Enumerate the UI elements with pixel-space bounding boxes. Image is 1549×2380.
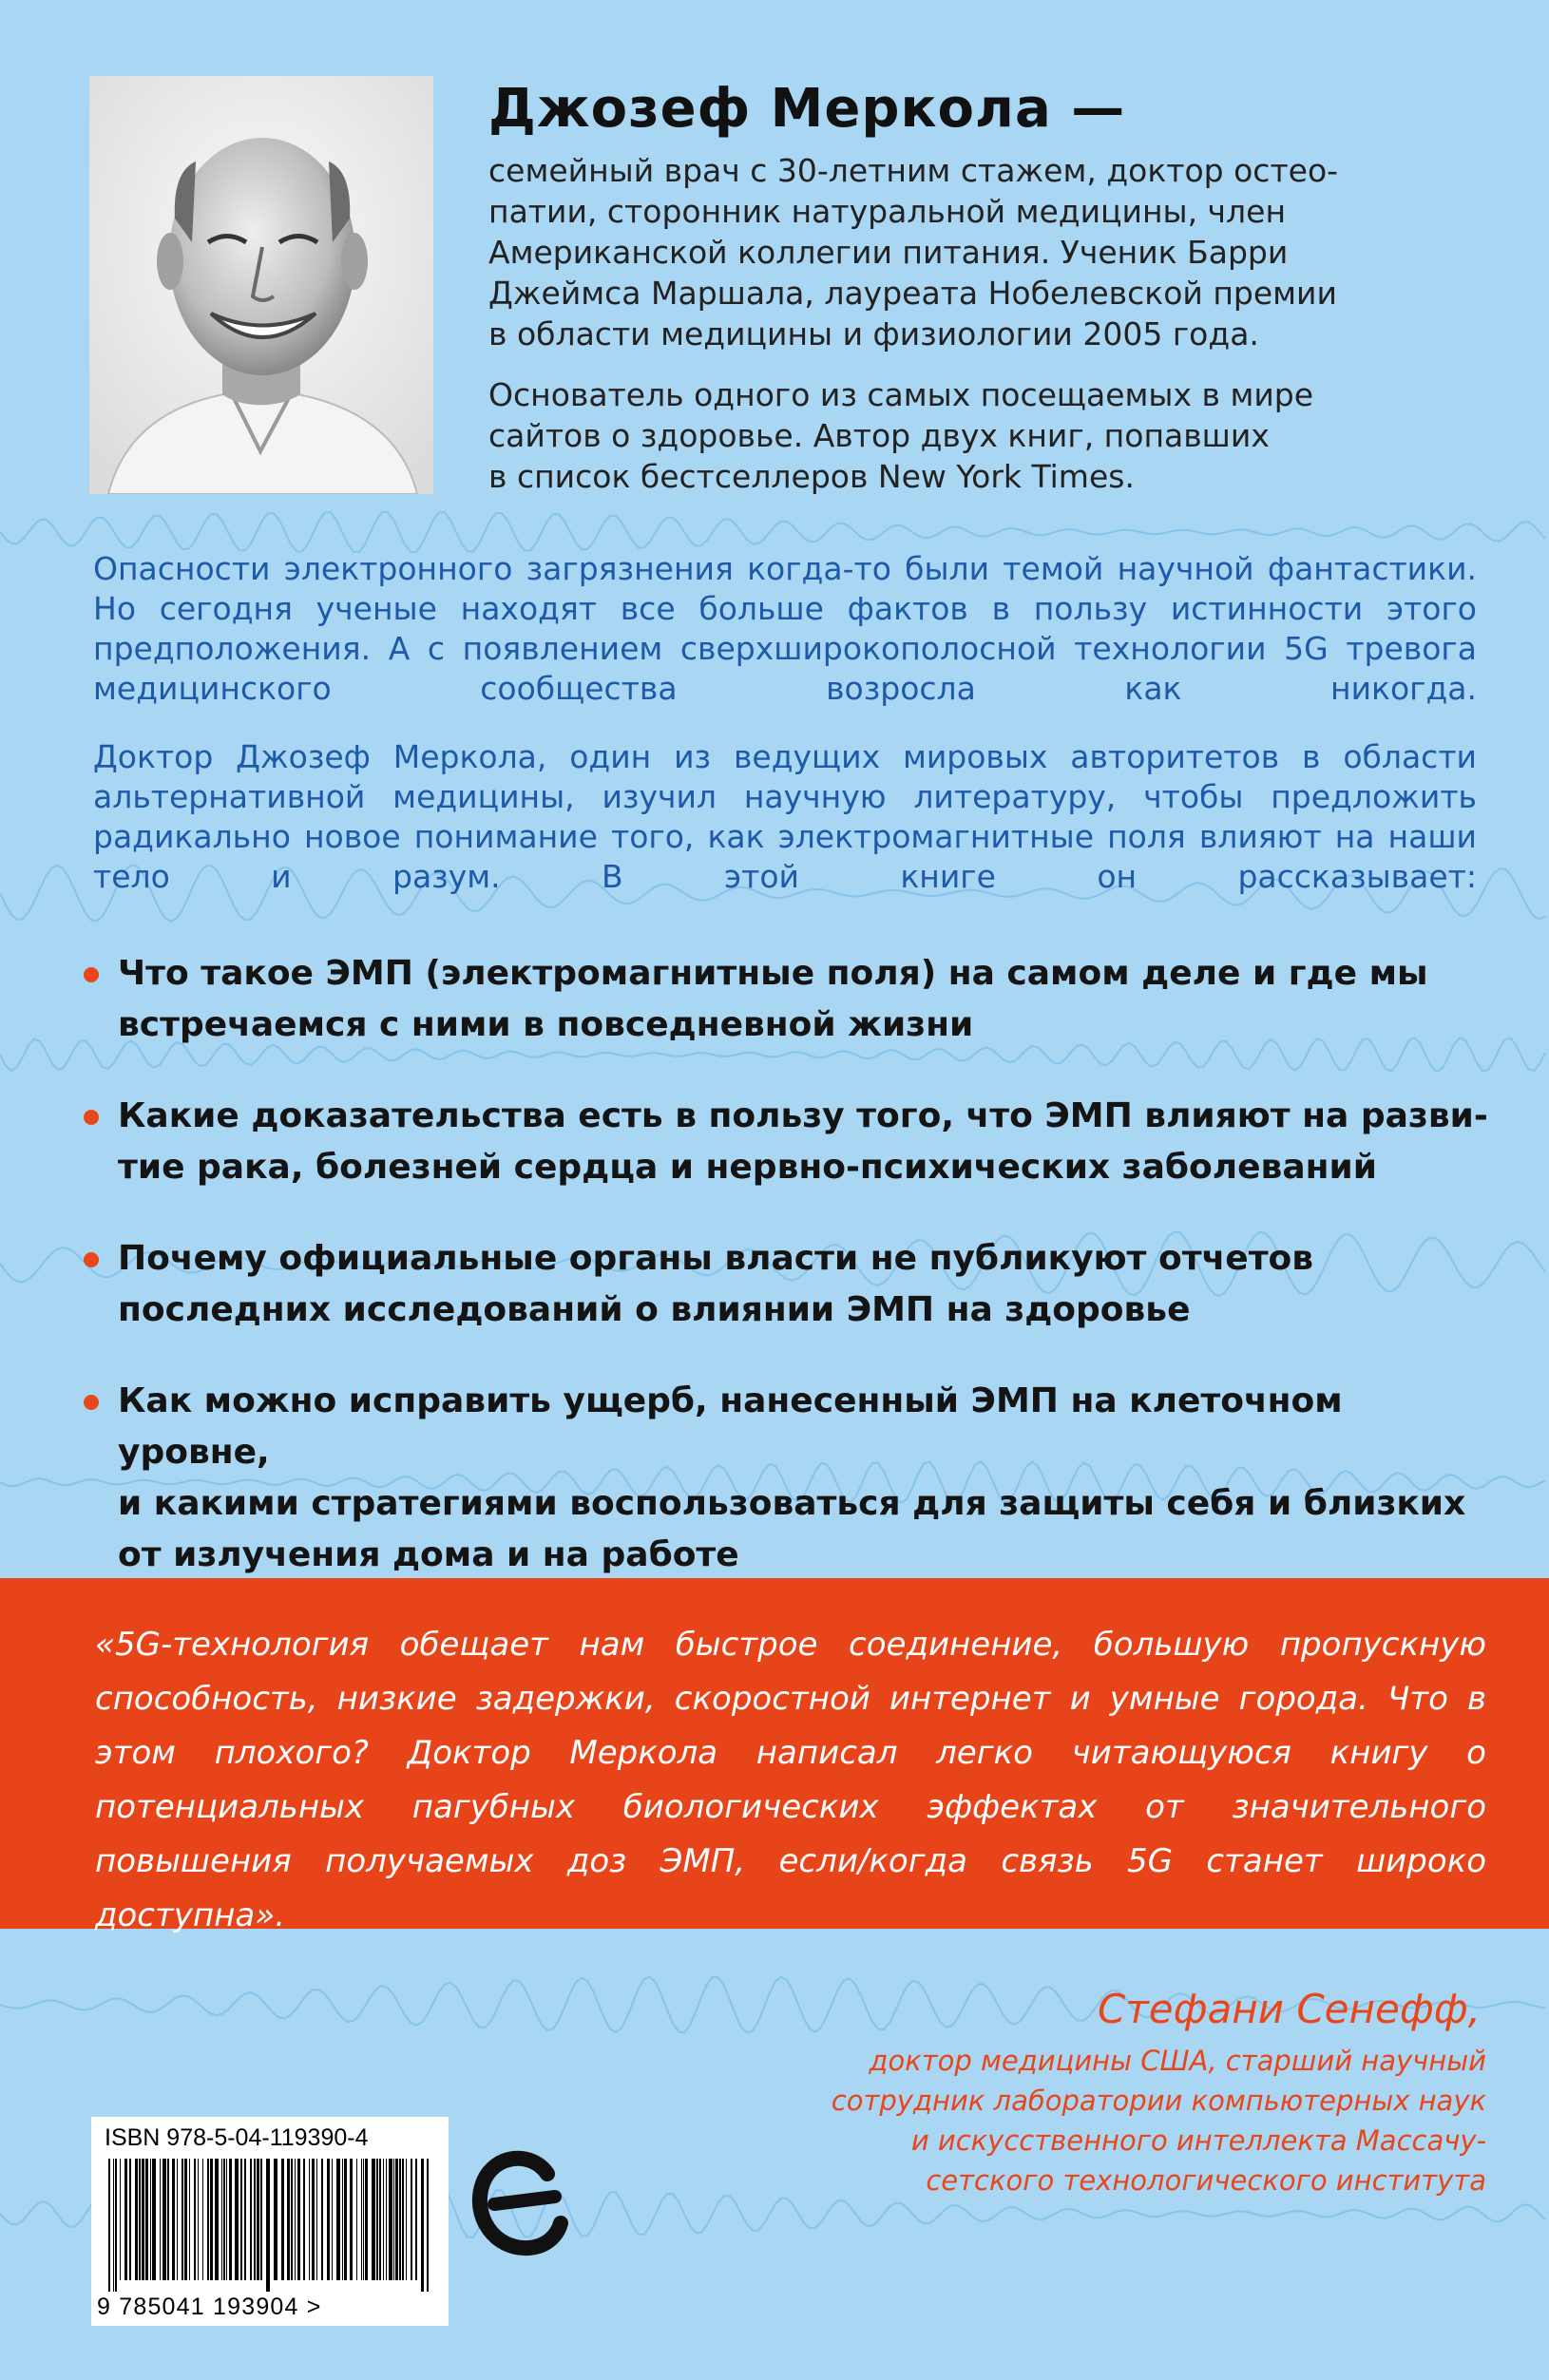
- barcode-bar: [129, 2159, 131, 2280]
- barcode-bar: [229, 2159, 232, 2280]
- barcode-bar: [361, 2159, 362, 2280]
- bullet-dot-icon: [84, 1110, 99, 1125]
- key-point-text: Почему официальные органы власти не публикуют отчетов последних исследований о влиянии ЭМП на здоровье: [118, 1239, 1314, 1329]
- barcode-bar: [274, 2159, 277, 2280]
- barcode-bar: [150, 2159, 151, 2280]
- barcode-bar: [189, 2159, 190, 2280]
- barcode-bar: [395, 2159, 398, 2280]
- barcode-bar: [194, 2159, 196, 2280]
- key-points-list: [74, 948, 1500, 1621]
- barcode-bar: [342, 2159, 343, 2280]
- barcode-bar: [297, 2159, 300, 2280]
- barcode-bar: [287, 2159, 290, 2280]
- barcode-bar: [363, 2159, 364, 2280]
- barcode-bar: [160, 2159, 161, 2280]
- key-point-text: Какие доказательства есть в пользу того, что ЭМП влияют на разви- тие рака, болезней сердца и нервно-психических заболеваний: [118, 1096, 1488, 1187]
- barcode-bar: [376, 2159, 378, 2280]
- barcode-bar: [108, 2159, 110, 2292]
- barcode-bar: [372, 2159, 375, 2280]
- barcode-bar: [115, 2159, 117, 2292]
- barcode-bar: [295, 2159, 296, 2280]
- isbn-number: ISBN 978-5-04-119390-4: [105, 2124, 369, 2151]
- barcode-bar: [386, 2159, 387, 2280]
- barcode-bar: [182, 2159, 183, 2280]
- key-point: [74, 1233, 1500, 1336]
- barcode-bar: [240, 2159, 242, 2280]
- barcode-bar: [365, 2159, 368, 2280]
- barcode-bar: [399, 2159, 401, 2280]
- barcode-bar: [406, 2159, 407, 2280]
- barcode-bar: [336, 2159, 340, 2280]
- author-photo: [89, 76, 433, 494]
- intro-paragraph-1: Опасности электронного загрязнения когда-то были темой научной фантастики. Но сегодня ученые находят все больше фактов в пользу истинности этого предположения. А с появлением сверхширокополосной технологии 5G тревога медицинского сообщества возросла как никогда.: [93, 550, 1477, 707]
- barcode-bar: [215, 2159, 219, 2280]
- barcode-bar: [254, 2159, 256, 2280]
- bullet-dot-icon: [84, 967, 99, 982]
- barcode-bar: [321, 2159, 323, 2280]
- key-point: [74, 1376, 1500, 1581]
- barcode-bar: [303, 2159, 305, 2280]
- barcode-bar: [266, 2159, 270, 2292]
- barcode-bar: [113, 2159, 114, 2292]
- barcode-bar: [309, 2159, 310, 2280]
- barcode-bar: [257, 2159, 259, 2280]
- barcode-bar: [291, 2159, 293, 2280]
- author-name: Джозеф Меркола —: [488, 78, 1126, 140]
- barcode-bar: [145, 2159, 148, 2280]
- barcode-bar: [163, 2159, 166, 2280]
- quote-band: [0, 1578, 1549, 1934]
- barcode-bar: [356, 2159, 357, 2280]
- intro-paragraph-2: Доктор Джозеф Меркола, один из ведущих мировых авторитетов в области альтернативной медицины, изучил научную литературу, чтобы предложить радикально новое понимание того, как электромагнитные поля влияют на наши тело и разум. В этой книге он рассказывает:: [93, 738, 1477, 895]
- barcode-bar: [210, 2159, 213, 2280]
- barcode-bar: [124, 2159, 127, 2280]
- barcode-bar: [152, 2159, 156, 2280]
- author-bio: семейный врач с 30-летним стажем, доктор остео- патии, сторонник натуральной медицины, член Американской коллегии питания. Ученик Барри Джеймса Маршала, лауреата Нобелевской премии в области медицины и физиологии 2005 года.: [488, 152, 1339, 352]
- barcode-bar: [177, 2159, 178, 2280]
- key-point: [74, 1091, 1500, 1193]
- key-point-text: Как можно исправить ущерб, нанесенный ЭМП на клеточном уровне, и какими стратегиями воспользоваться для защиты себя и близких от излучения дома и на работе: [118, 1381, 1466, 1574]
- endorser-name: Стефани Сенефф,: [1097, 1986, 1481, 2032]
- barcode-bar: [281, 2159, 284, 2280]
- barcode-bar: [235, 2159, 239, 2280]
- barcode-bar: [411, 2159, 412, 2280]
- barcode-bar: [135, 2159, 138, 2280]
- barcode-bar: [139, 2159, 141, 2280]
- barcode-bar: [344, 2159, 347, 2280]
- bullet-dot-icon: [84, 1252, 99, 1267]
- barcode-bar: [167, 2159, 169, 2280]
- barcode-bar: [389, 2159, 392, 2280]
- barcode-bar: [226, 2159, 227, 2280]
- isbn-barcode-block: [91, 2117, 449, 2326]
- barcode-bar: [312, 2159, 315, 2280]
- barcode-bar: [207, 2159, 209, 2280]
- barcode-bar: [415, 2159, 417, 2280]
- barcode-bar: [172, 2159, 175, 2280]
- author-portrait-icon: [89, 76, 433, 494]
- barcode-bar: [383, 2159, 384, 2280]
- barcode-bar: [402, 2159, 404, 2280]
- endorsement-quote: «5G-технология обещает нам быстрое соединение, большую пропускную способность, низкие задержки, скоростной интернет и умные города. Что в этом плохого? Доктор Меркола написал легко читающуюся книгу о потенциальных пагубных биологических эффектах от значительного повышения получаемых доз ЭМП, если/когда связь 5G станет широко доступна».: [95, 1626, 1486, 1934]
- barcode-bar: [142, 2159, 144, 2280]
- barcode-bar: [198, 2159, 199, 2280]
- author-achievements: Основатель одного из самых посещаемых в мире сайтов о здоровье. Автор двух книг, попавших в список бестселлеров New York Times.: [488, 376, 1314, 495]
- barcode-bar: [223, 2159, 225, 2280]
- barcode-bar: [421, 2159, 424, 2292]
- barcode-bar: [427, 2159, 429, 2292]
- barcode-bar: [184, 2159, 187, 2280]
- barcode-bar: [250, 2159, 252, 2280]
- barcode-bar: [244, 2159, 246, 2280]
- barcode-bar: [260, 2159, 262, 2280]
- barcode-bar: [332, 2159, 333, 2280]
- bullet-dot-icon: [84, 1395, 99, 1410]
- endorser-credentials: доктор медицины США, старший научный сотрудник лаборатории компьютерных наук и искусственного интеллекта Массачу- сетского технологического института: [831, 2045, 1486, 2197]
- barcode-bar: [393, 2159, 394, 2280]
- barcode-bar: [316, 2159, 317, 2280]
- barcode-digits: 9 785041 193904 >: [97, 2294, 322, 2320]
- barcode-bar: [120, 2159, 121, 2280]
- barcode-icon: [105, 2159, 435, 2292]
- barcode-bar: [202, 2159, 203, 2280]
- barcode-bar: [350, 2159, 353, 2280]
- wave-line: [0, 512, 1545, 552]
- barcode-bar: [327, 2159, 330, 2280]
- key-point: [74, 948, 1500, 1051]
- eksmo-logo-icon: [466, 2138, 570, 2271]
- barcode-bar: [379, 2159, 381, 2280]
- key-point-text: Что такое ЭМП (электромагнитные поля) на самом деле и где мы встречаемся с ними в повседневной жизни: [118, 954, 1428, 1044]
- barcode-bar: [221, 2159, 222, 2280]
